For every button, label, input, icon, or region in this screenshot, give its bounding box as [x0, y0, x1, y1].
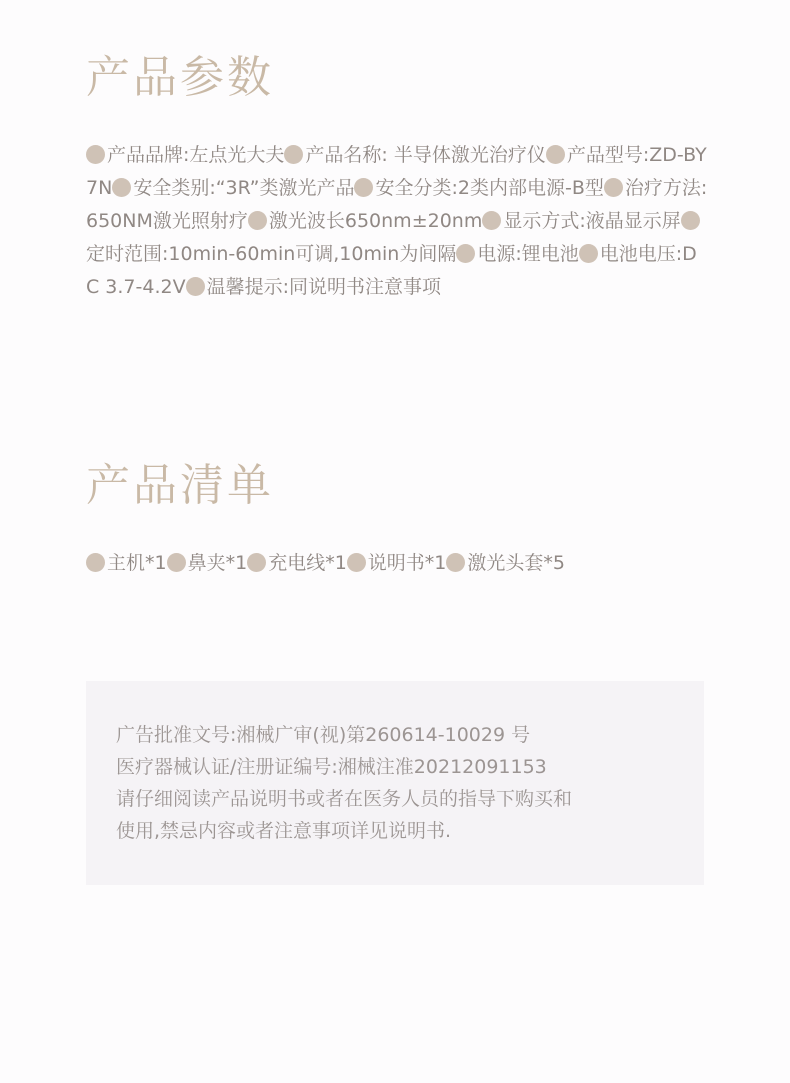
bullet-dot-icon: [347, 553, 366, 572]
params-section-title: 产品参数: [86, 52, 274, 103]
param-item: 安全分类:2类内部电源-B型: [354, 177, 603, 199]
bullet-dot-icon: [186, 277, 205, 296]
bullet-dot-icon: [579, 244, 598, 263]
param-item: 产品名称: 半导体激光治疗仪: [284, 144, 545, 166]
param-item: 产品型号:ZD-BY7N: [86, 144, 707, 199]
param-item: 电池电压:DC 3.7-4.2V: [86, 243, 697, 298]
bullet-dot-icon: [604, 178, 623, 197]
param-item: 温馨提示:同说明书注意事项: [186, 276, 441, 298]
registration-number: 医疗器械认证/注册证编号:湘械注准20212091153: [116, 756, 547, 778]
list-item: 鼻夹*1: [167, 552, 248, 574]
bullet-dot-icon: [86, 145, 105, 164]
bullet-dot-icon: [681, 211, 700, 230]
bullet-dot-icon: [247, 553, 266, 572]
list-item: 充电线*1: [247, 552, 347, 574]
bullet-dot-icon: [86, 553, 105, 572]
param-item: 激光波长650nm±20nm: [248, 210, 482, 232]
regulatory-notice-box: [86, 681, 704, 885]
bullet-dot-icon: [167, 553, 186, 572]
params-paragraph: [86, 139, 708, 304]
list-item: 激光头套*5: [446, 552, 565, 574]
param-item: 定时范围:10min-60min可调,10min为间隔: [86, 210, 702, 265]
notice-text: [116, 719, 686, 847]
package-list: [86, 548, 726, 578]
param-item: 产品品牌:左点光大夫: [86, 144, 284, 166]
ad-approval-number: 广告批准文号:湘械广审(视)第260614-10029 号: [116, 724, 531, 746]
usage-warning-line: 请仔细阅读产品说明书或者在医务人员的指导下购买和: [116, 788, 573, 810]
param-item: 安全类别:“3R”类激光产品: [112, 177, 354, 199]
param-item: 电源:锂电池: [456, 243, 578, 265]
bullet-dot-icon: [248, 211, 267, 230]
list-section-title: 产品清单: [86, 460, 274, 511]
bullet-dot-icon: [546, 145, 565, 164]
bullet-dot-icon: [446, 553, 465, 572]
bullet-dot-icon: [112, 178, 131, 197]
param-item: 显示方式:液晶显示屏: [482, 210, 680, 232]
list-item: 说明书*1: [347, 552, 447, 574]
usage-warning-line: 使用,禁忌内容或者注意事项详见说明书.: [116, 820, 452, 842]
bullet-dot-icon: [284, 145, 303, 164]
bullet-dot-icon: [354, 178, 373, 197]
bullet-dot-icon: [456, 244, 475, 263]
param-item: 治疗方法: 650NM激光照射疗: [86, 177, 708, 232]
bullet-dot-icon: [482, 211, 501, 230]
list-item: 主机*1: [86, 552, 167, 574]
